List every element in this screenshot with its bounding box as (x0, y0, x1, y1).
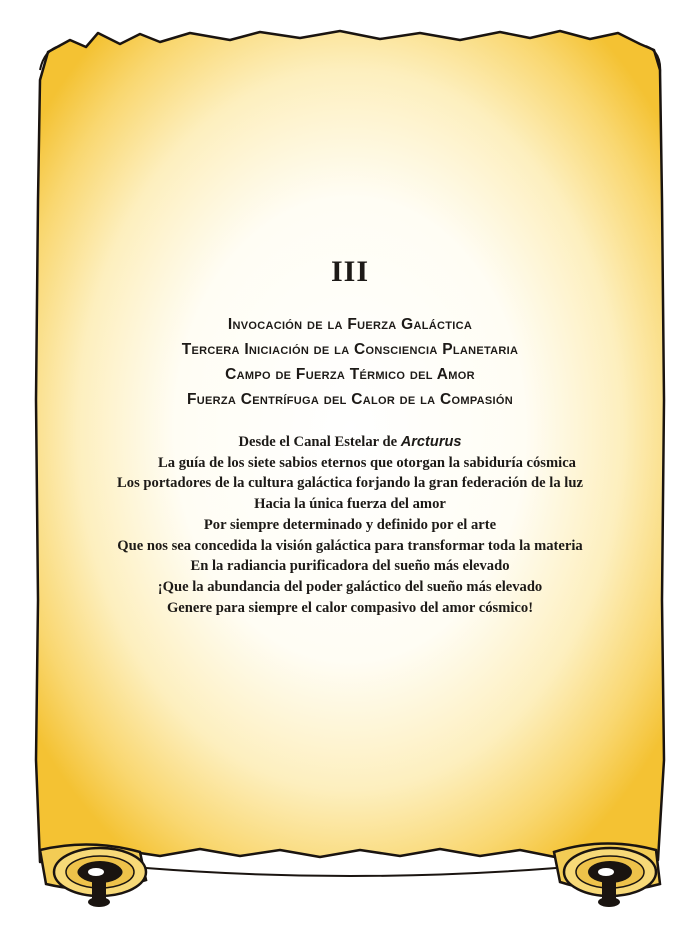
heading-line: Tercera Iniciación de la Consciencia Planetaria (181, 341, 519, 358)
verse-line: Los portadores de la cultura galáctica forjando la gran federación de la luz (117, 475, 583, 492)
verse-line: Hacia la única fuerza del amor (254, 496, 446, 513)
verse-line (60, 432, 640, 453)
verse-line-prefix: Desde el Canal Estelar de (238, 434, 401, 450)
verse-line: Que nos sea concedida la visión galáctica para transformar toda la materia (117, 537, 583, 554)
invocation-verse (60, 432, 640, 618)
verse-line: En la radiancia purificadora del sueño más elevado (190, 558, 510, 575)
verse-line: ¡Que la abundancia del poder galáctico del sueño más elevado (157, 578, 543, 595)
heading-line: Invocación de la Fuerza Galáctica (227, 316, 473, 333)
heading-line: Campo de Fuerza Térmico del Amor (225, 366, 475, 383)
chapter-numeral: III (330, 255, 370, 288)
scroll-content (60, 252, 640, 618)
verse-line: Genere para siempre el calor compasivo del amor cósmico! (166, 599, 534, 616)
verse-line: La guía de los siete sabios eternos que otorgan la sabiduría cósmica (158, 454, 576, 471)
verse-line: Por siempre determinado y definido por el arte (203, 516, 497, 533)
invocation-headings (60, 312, 640, 412)
verse-line-italic: Arcturus (400, 434, 462, 450)
heading-line: Fuerza Centrífuga del Calor de la Compasión (186, 391, 514, 408)
